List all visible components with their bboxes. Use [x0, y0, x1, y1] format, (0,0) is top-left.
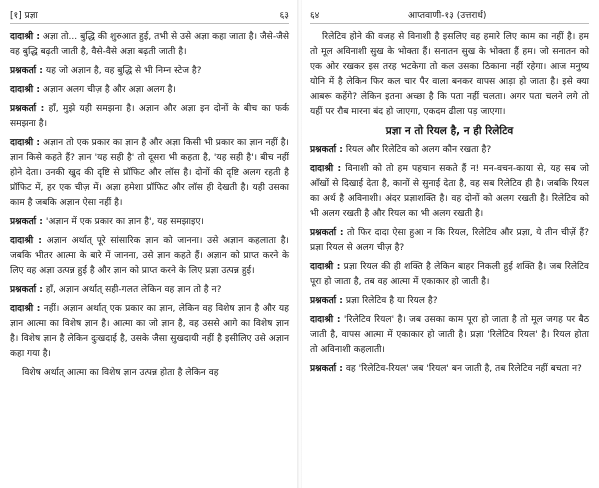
speaker-label: प्रश्नकर्ता :	[10, 66, 43, 76]
speaker-label: प्रश्नकर्ता :	[10, 217, 43, 227]
right-page-book-title: आप्तवाणी-१३ (उत्तरार्ध)	[407, 11, 487, 21]
dialogue-paragraph	[310, 226, 589, 256]
paragraph-text: प्रज्ञा रिलेटिव है या रियल है?	[345, 296, 438, 306]
dialogue-paragraph	[310, 162, 589, 222]
paragraph-text: यह जो अज्ञान है, वह बुद्धि से भी निम्न स्टेज है?	[45, 66, 202, 76]
left-page	[0, 0, 299, 488]
dialogue-paragraph	[310, 260, 589, 290]
speaker-label: प्रश्नकर्ता :	[10, 104, 45, 114]
left-page-body	[10, 30, 289, 381]
dialogue-paragraph	[10, 215, 289, 230]
speaker-label: दादाश्री :	[10, 304, 41, 314]
speaker-label: दादाश्री :	[10, 85, 40, 95]
dialogue-paragraph	[10, 102, 289, 132]
paragraph-text: रियल और रिलेटिव को अलग कौन रखता है?	[345, 145, 492, 155]
dialogue-paragraph	[310, 313, 589, 358]
left-page-number: ६३	[279, 11, 289, 21]
paragraph-text: अज्ञान तो एक प्रकार का ज्ञान है और अज्ञा किसी भी प्रकार का ज्ञान नहीं है। ज्ञान किसे कहते हैं? ज्ञान 'यह सही है' तो दूसरा भी कहता है, 'यह सही है'। बीच नहीं होने देता। उनकी खुद की दृष्टि से प्रॉफिट और लॉस है। दोनों की दृष्टि अलग रहती है प्रॉफिट में, हर एक चीज़ में। अज्ञा हमेशा प्रॉफिट और लॉस ही देखती है। यही उसका काम है जबकि अज्ञान ऐसा नहीं है।	[10, 138, 289, 208]
paragraph-text: तो फिर दादा ऐसा हुआ न कि रियल, रिलेटिव और प्रज्ञा, ये तीन चीज़ें हैं? प्रज्ञा रियल से अलग चीज़ है?	[310, 228, 589, 253]
paragraph-text: अज्ञा तो... बुद्धि की शुरुआत हुई, तभी से उसे अज्ञा कहा जाता है। जैसे-जैसे वह बुद्धि बढ़ती जाती है, वैसे-वैसे अज्ञा बढ़ती जाती है।	[10, 32, 289, 57]
right-page-body	[310, 30, 589, 377]
paragraph-text: हाँ, अज्ञान अर्थात् सही-गलत लेकिन वह ज्ञान तो है न?	[45, 285, 222, 295]
left-page-chapter: [१] प्रज्ञा	[10, 11, 38, 21]
dialogue-paragraph	[310, 362, 589, 377]
dialogue-paragraph	[10, 366, 289, 381]
dialogue-paragraph	[10, 302, 289, 362]
paragraph-text: अज्ञान अलग चीज़ है और अज्ञा अलग है।	[42, 85, 176, 95]
speaker-label: दादाश्री :	[310, 164, 342, 174]
speaker-label: प्रश्नकर्ता :	[10, 285, 43, 295]
dialogue-paragraph	[10, 64, 289, 79]
speaker-label: प्रश्नकर्ता :	[310, 228, 344, 238]
paragraph-text: रिलेटिव होने की वजह से विनाशी है इसलिए वह हमारे लिए काम का नहीं है। हम तो मूल अविनाशी सुख के भोक्ता हैं। सनातन सुख के भोक्ता हैं हम। जो सनातन को एक ओर रखकर इस तरह भटकेगा तो कल उसका ठिकाना नहीं रहेगा। आज मनुष्य योनि में है लेकिन फिर कल चार पैर वाला बनकर वापस आड़ा हो जाता है। इसे क्या आबरू कहेंगे? लेकिन इतना अच्छा है कि पता नहीं चलता। अगर पता चलने लगे तो यहीं पर रौब मारना बंद हो जाएगा, एकदम ढीला पड़ जाएगा।	[310, 32, 589, 117]
dialogue-paragraph	[10, 283, 289, 298]
speaker-label: दादाश्री :	[10, 138, 41, 148]
paragraph-text: वह 'रिलेटिव-रियल' जब 'रियल' बन जाती है, तब रिलेटिव नहीं बचता न?	[345, 364, 582, 374]
dialogue-paragraph	[310, 294, 589, 309]
speaker-label: दादाश्री :	[310, 262, 341, 272]
speaker-label: प्रश्नकर्ता :	[310, 296, 343, 306]
dialogue-paragraph	[10, 83, 289, 98]
right-page-number: ६४	[310, 11, 320, 21]
paragraph-text: 'रिलेटिव रियल' है। जब उसका काम पूरा हो जाता है तो मूल जगह पर बैठ जाती है, वापस आत्मा में एकाकार हो जाती है। प्रज्ञा 'रिलेटिव रियल' है। रियल होता तो अविनाशी कहलाती।	[310, 315, 589, 355]
right-page	[300, 0, 599, 488]
dialogue-paragraph	[310, 30, 589, 120]
paragraph-text: विशेष अर्थात् आत्मा का विशेष ज्ञान उत्पन्न होता है लेकिन वह	[22, 368, 219, 378]
paragraph-text: हाँ, मुझे यही समझना है। अज्ञान और अज्ञा इन दोनों के बीच का फर्क समझना है।	[10, 104, 289, 129]
dialogue-paragraph	[310, 143, 589, 158]
speaker-label: दादाश्री :	[10, 236, 42, 246]
paragraph-text: प्रज्ञा रियल की ही शक्ति है लेकिन बाहर निकली हुई शक्ति है। जब रिलेटिव पूरा हो जाता है, तब वह आत्मा में एकाकार हो जाती है।	[310, 262, 589, 287]
speaker-label: प्रश्नकर्ता :	[310, 145, 343, 155]
speaker-label: दादाश्री :	[310, 315, 341, 325]
left-page-header	[10, 8, 289, 24]
paragraph-text: विनाशी को तो हम पहचान सकते हैं न! मन-वचन-काया से, यह सब जो आँखों से दिखाई देता है, कानों से सुनाई देता है, वह सब रिलेटिव ही है। जबकि रियल का अर्थ है अविनाशी। अंदर प्रज्ञाशक्ति है। वह दोनों को अलग रखती है। रिलेटिव को भी अलग रखती है और रियल का भी अलग रखती है।	[310, 164, 589, 219]
dialogue-paragraph	[10, 234, 289, 279]
paragraph-text: अज्ञान अर्थात् पूरे सांसारिक ज्ञान को जानना। उसे अज्ञान कहलाता है। जबकि भीतर आत्मा के बारे में जानना, उसे ज्ञान कहते हैं। अज्ञान को प्राप्त करने के लिए वह अज्ञा उत्पन्न हुई है और ज्ञान को प्राप्त करने के लिए प्रज्ञा उत्पन्न हुई।	[10, 236, 290, 276]
paragraph-text: नहीं। अज्ञान अर्थात् एक प्रकार का ज्ञान, लेकिन वह विशेष ज्ञान है और यह ज्ञान आत्मा का विशेष ज्ञान है। आत्मा का जो ज्ञान है, वह उससे आगे का विशेष ज्ञान है। विशेष ज्ञान है लेकिन दुःखदाई है, उसके जैसा सुखदायी नहीं है इसीलिए उसे अज्ञान कहा गया है।	[10, 304, 289, 359]
paragraph-text: 'अज्ञान में एक प्रकार का ज्ञान है', यह समझाइए।	[45, 217, 204, 227]
dialogue-paragraph	[10, 30, 289, 60]
right-page-header	[310, 8, 589, 24]
speaker-label: प्रश्नकर्ता :	[310, 364, 343, 374]
speaker-label: दादाश्री :	[10, 32, 40, 42]
dialogue-paragraph	[10, 136, 289, 211]
section-heading: प्रज्ञा न तो रियल है, न ही रिलेटिव	[385, 125, 514, 137]
